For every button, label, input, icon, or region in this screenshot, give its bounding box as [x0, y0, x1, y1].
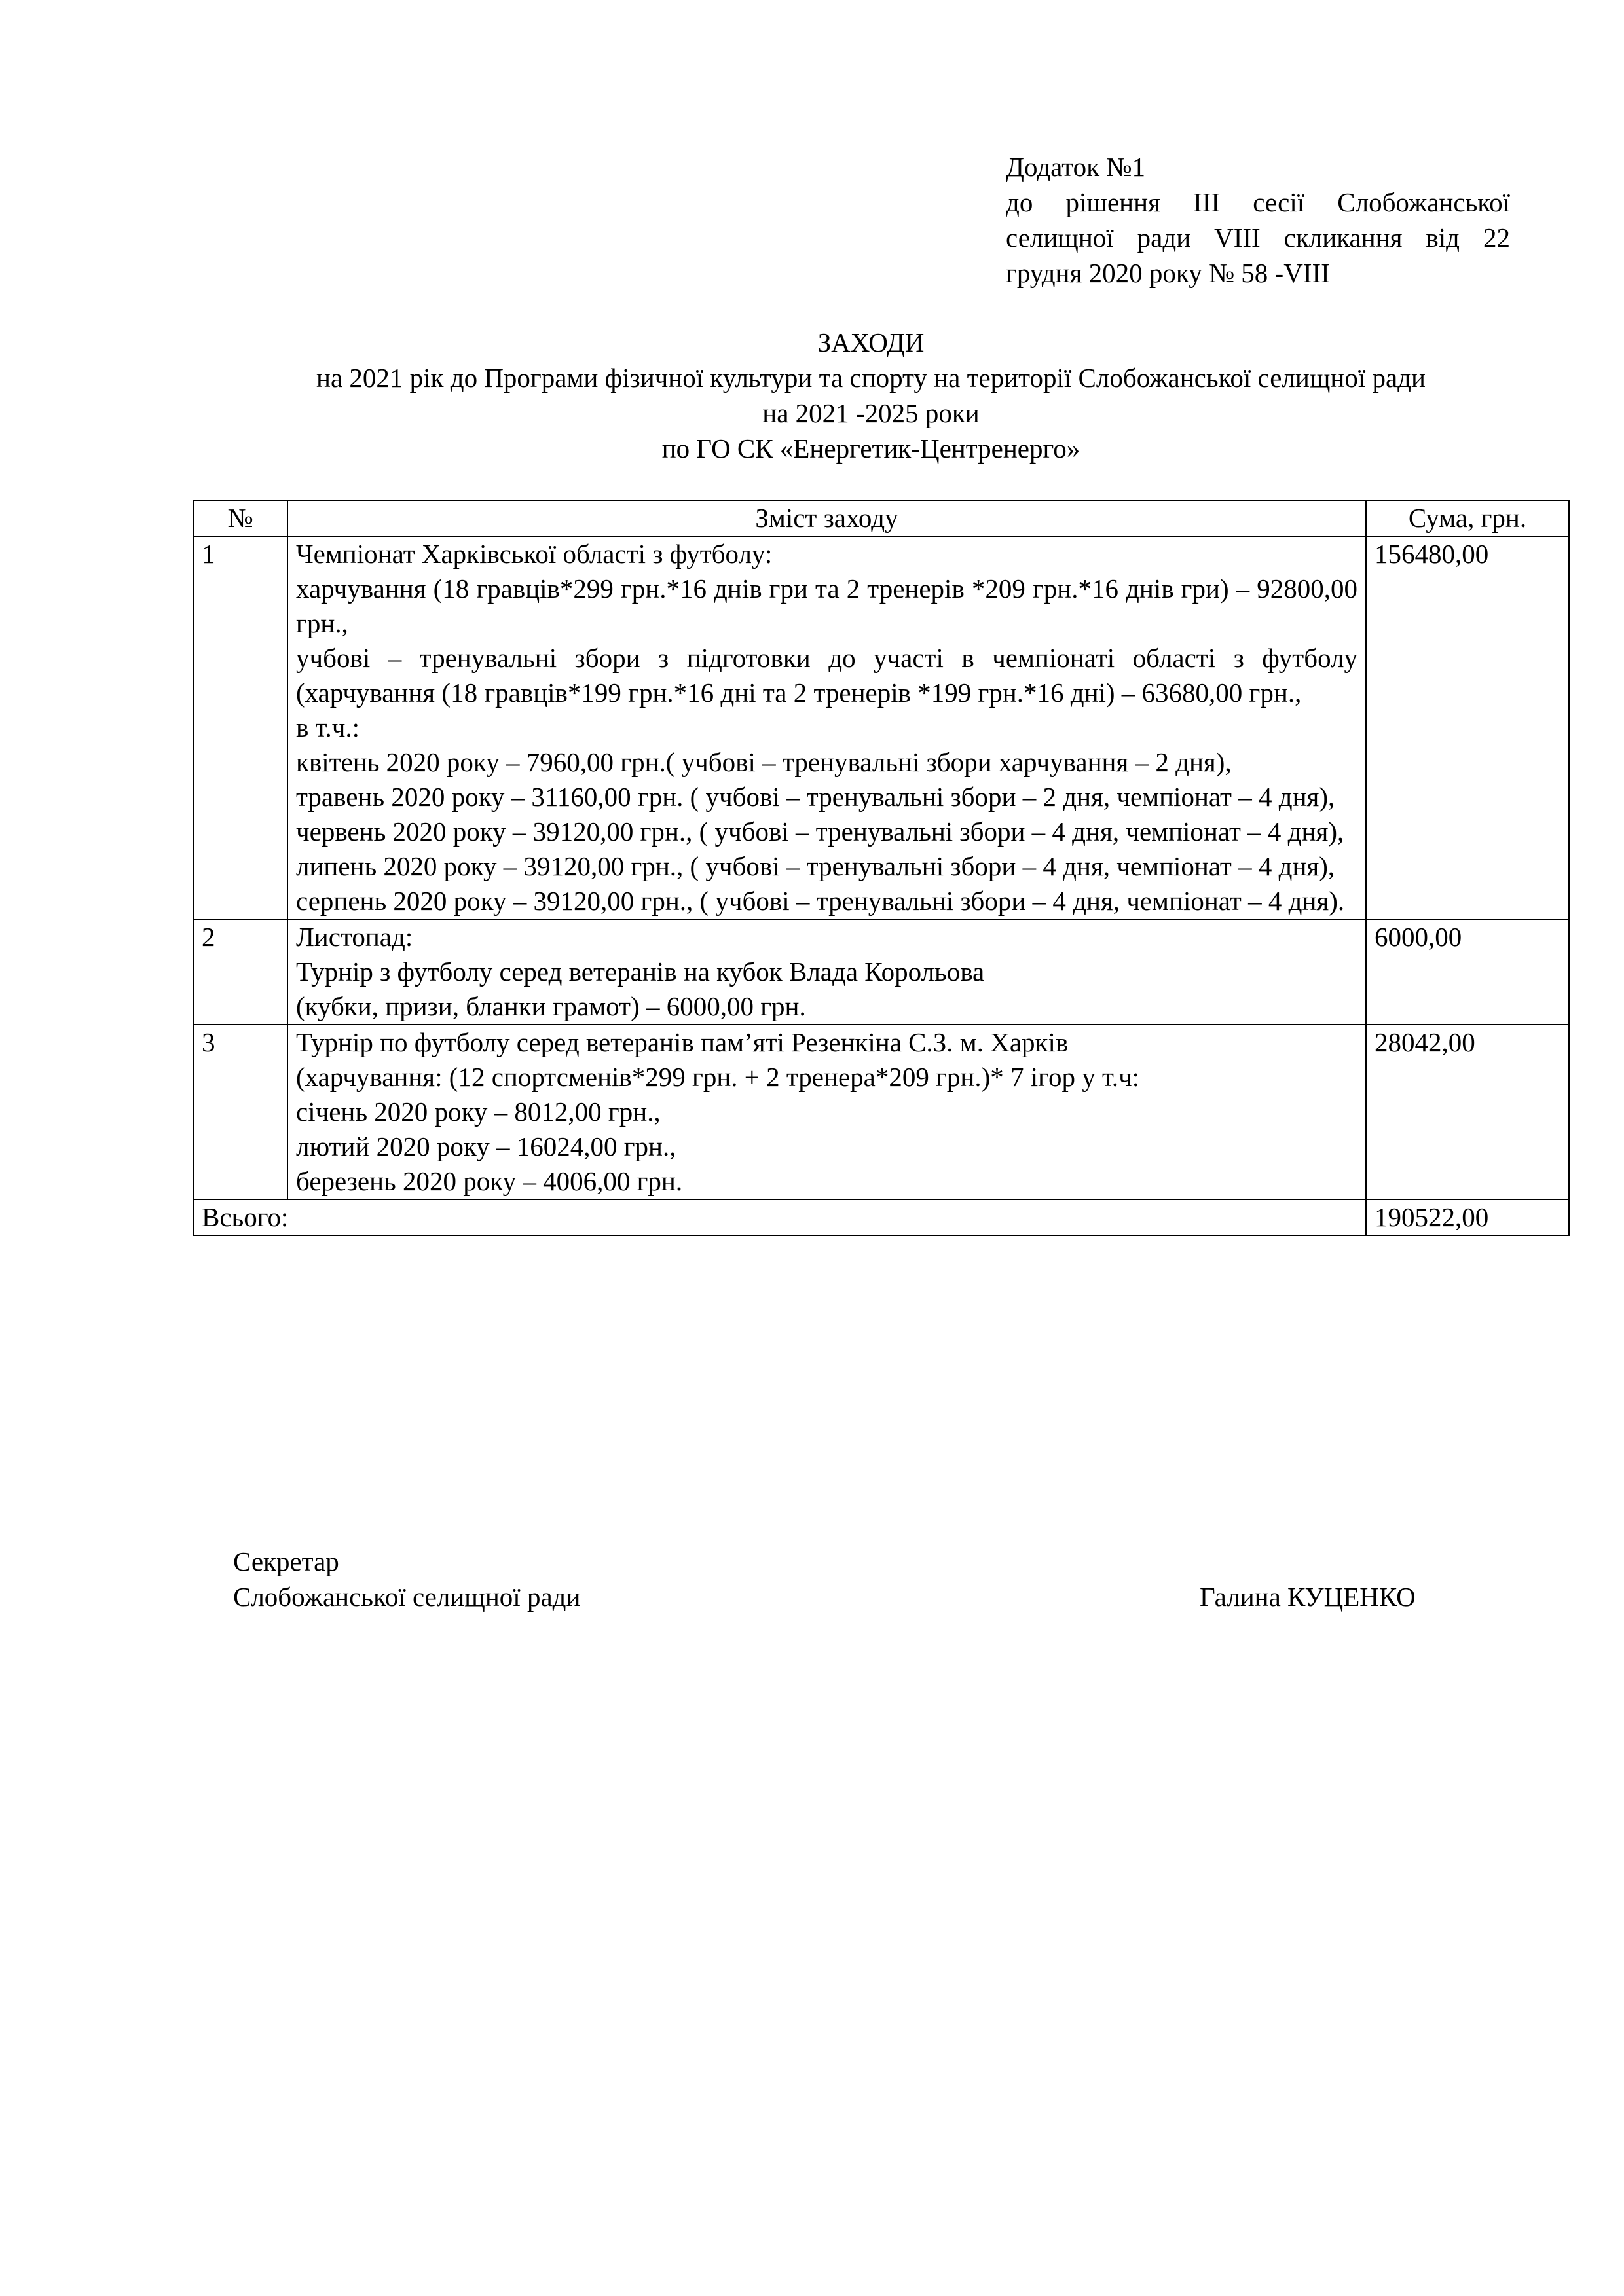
content-line: липень 2020 року – 39120,00 грн., ( учбові – тренувальні збори – 4 дня, чемпіонат – 4 дня),	[296, 851, 1335, 881]
row-content	[287, 1025, 1366, 1199]
table-row	[193, 536, 1569, 919]
content-line: квітень 2020 року – 7960,00 грн.( учбові – тренувальні збори харчування – 2 дня),	[296, 747, 1232, 777]
row-sum: 6000,00	[1366, 919, 1569, 1025]
content-line: березень 2020 року – 4006,00 грн.	[296, 1166, 683, 1196]
appendix-note	[1006, 149, 1510, 291]
row-number: 2	[193, 919, 287, 1025]
table-row	[193, 1025, 1569, 1199]
total-sum: 190522,00	[1366, 1199, 1569, 1235]
signature-position	[233, 1544, 580, 1614]
content-line: червень 2020 року – 39120,00 грн., ( учбові – тренувальні збори – 4 дня, чемпіонат – 4 дня),	[296, 816, 1344, 847]
heading-line-1: на 2021 рік до Програми фізичної культури та спорту на території Слобожанської селищної ради	[316, 363, 1426, 393]
heading-line-3: по ГО СК «Енергетик-Центренерго»	[661, 433, 1080, 464]
content-line: Чемпіонат Харківської області з футболу:	[296, 539, 773, 569]
signature-position-line-1: Секретар	[233, 1546, 339, 1576]
content-line: лютий 2020 року – 16024,00 грн.,	[296, 1131, 676, 1161]
content-line: Турнір з футболу серед ветеранів на кубок Влада Корольова	[296, 957, 985, 987]
table-header-row	[193, 500, 1569, 536]
appendix-line-4: грудня 2020 року № 58 -VIII	[1006, 258, 1330, 288]
content-line: (харчування: (12 спортсменів*299 грн. + 2 тренера*209 грн.)* 7 ігор у т.ч:	[296, 1062, 1140, 1092]
total-label: Всього:	[193, 1199, 1366, 1235]
header-sum: Сума, грн.	[1366, 500, 1569, 536]
measures-table	[193, 500, 1570, 1236]
content-line: травень 2020 року – 31160,00 грн. ( учбові – тренувальні збори – 2 дня, чемпіонат – 4 дня),	[296, 782, 1335, 812]
row-sum: 28042,00	[1366, 1025, 1569, 1199]
heading-line-2: на 2021 -2025 роки	[762, 398, 980, 428]
row-sum: 156480,00	[1366, 536, 1569, 919]
content-line: учбові – тренувальні збори з підготовки до участі в чемпіонаті області з футболу (харчування (18 гравців*199 грн.*16 дні та 2 тренерів *199 грн.*16 дні) – 63680,00 грн.,	[296, 643, 1357, 708]
row-content	[287, 536, 1366, 919]
appendix-line-3: селищної ради VIII скликання від 22	[1006, 223, 1510, 253]
table-total-row	[193, 1199, 1569, 1235]
heading-title: ЗАХОДИ	[817, 327, 925, 357]
content-line: харчування (18 гравців*299 грн.*16 днів гри та 2 тренерів *209 грн.*16 днів гри) – 92800,00 грн.,	[296, 574, 1357, 638]
table-row	[193, 919, 1569, 1025]
content-line: серпень 2020 року – 39120,00 грн., ( учбові – тренувальні збори – 4 дня, чемпіонат – 4 дня).	[296, 886, 1345, 916]
header-number: №	[193, 500, 287, 536]
signature-name: Галина КУЦЕНКО	[1200, 1582, 1416, 1612]
content-line: в т.ч.:	[296, 712, 360, 742]
content-line: Турнір по футболу серед ветеранів пам’яті Резенкіна С.З. м. Харків	[296, 1027, 1069, 1057]
content-line: (кубки, призи, бланки грамот) – 6000,00 грн.	[296, 991, 806, 1021]
row-content	[287, 919, 1366, 1025]
appendix-line-1: Додаток №1	[1006, 152, 1145, 182]
header-content: Зміст заходу	[287, 500, 1366, 536]
document-heading	[164, 325, 1578, 466]
appendix-line-2: до рішення ІІІ сесії Слобожанської	[1006, 187, 1510, 217]
signature-position-line-2: Слобожанської селищної ради	[233, 1582, 581, 1612]
content-line: січень 2020 року – 8012,00 грн.,	[296, 1097, 661, 1127]
content-line: Листопад:	[296, 922, 413, 952]
row-number: 1	[193, 536, 287, 919]
row-number: 3	[193, 1025, 287, 1199]
